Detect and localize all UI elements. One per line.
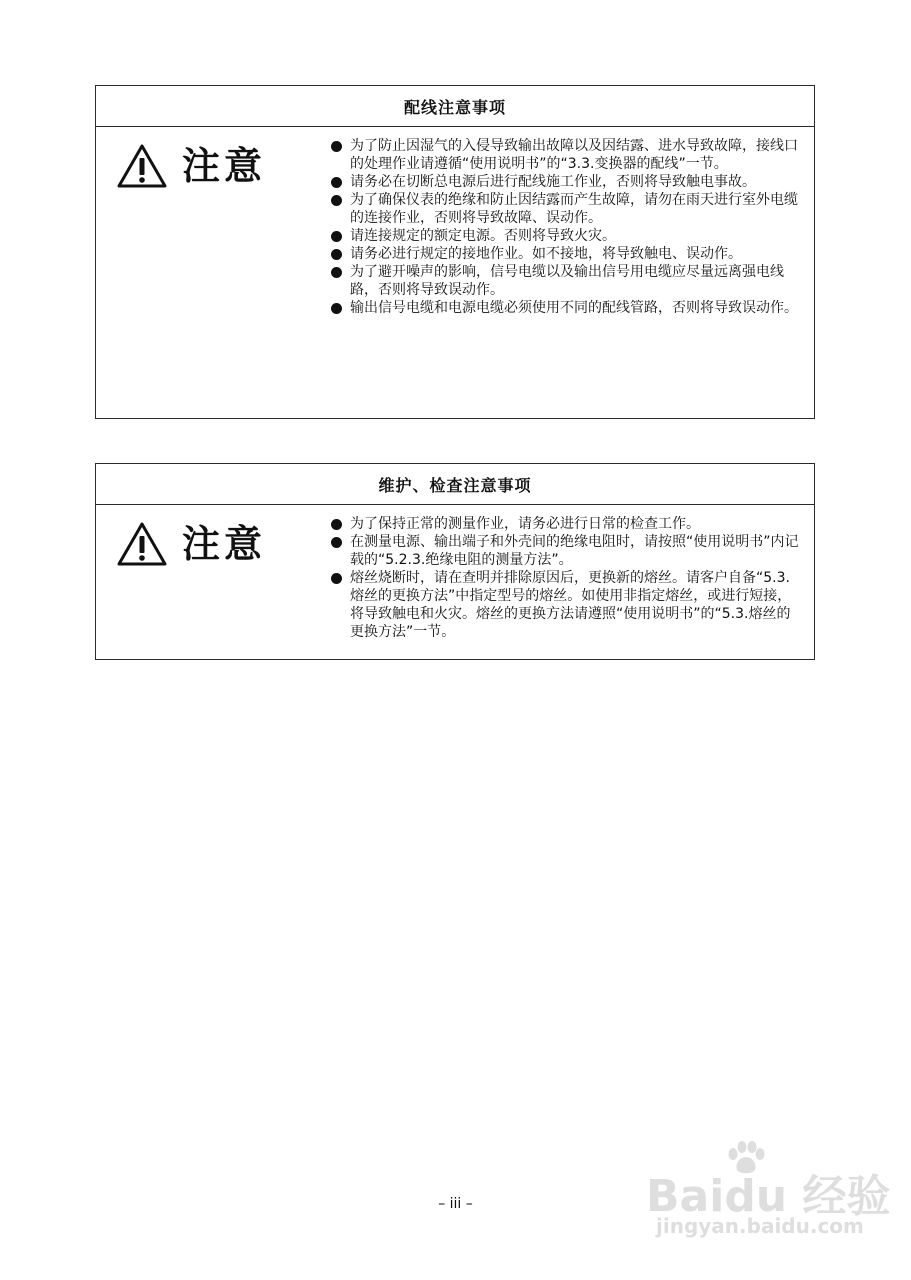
caution-label: 注意 [182, 522, 267, 566]
bullet-icon [331, 537, 342, 548]
caution-list [330, 137, 800, 317]
bullet-icon [331, 141, 342, 152]
warning-triangle-icon [116, 143, 168, 189]
paw-logo-icon [724, 1140, 768, 1176]
caution-list [330, 515, 800, 641]
section-title: 维护、检查注意事项 [96, 464, 814, 505]
section-body [96, 127, 814, 418]
warning-triangle-icon [116, 521, 168, 567]
watermark-url: jingyan.baidu.com [656, 1214, 864, 1238]
page-number: – iii – [438, 1196, 473, 1212]
maintenance-caution-box [95, 463, 815, 660]
baidu-jingyan-watermark [646, 1140, 891, 1240]
list-item: 请务必进行规定的接地作业。如不接地，将导致触电、误动作。 [330, 245, 800, 263]
list-item: 为了保持正常的测量作业，请务必进行日常的检查工作。 [330, 515, 800, 533]
bullet-icon [331, 177, 342, 188]
list-item: 请连接规定的额定电源。否则将导致火灾。 [330, 227, 800, 245]
list-item: 在测量电源、输出端子和外壳间的绝缘电阻时，请按照“使用说明书”内记载的“5.2.3.绝缘电阻的测量方法”。 [330, 533, 800, 569]
list-item: 熔丝烧断时，请在查明并排除原因后，更换新的熔丝。请客户自备“5.3.熔丝的更换方法”中指定型号的熔丝。如使用非指定熔丝，或进行短接，将导致触电和火灾。熔丝的更换方法请遵照“使用说明书”的“5.3.熔丝的更换方法”一节。 [330, 569, 800, 641]
watermark-title: Baidu 经验 [646, 1171, 891, 1222]
bullet-icon [331, 195, 342, 206]
wiring-caution-box [95, 85, 815, 419]
section-title: 配线注意事项 [96, 86, 814, 127]
bullet-icon [331, 519, 342, 530]
list-item: 为了确保仪表的绝缘和防止因结露而产生故障，请勿在雨天进行室外电缆的连接作业，否则将导致故障、误动作。 [330, 191, 800, 227]
list-item: 输出信号电缆和电源电缆必须使用不同的配线管路，否则将导致误动作。 [330, 299, 800, 317]
caution-mark [116, 521, 266, 567]
caution-label: 注意 [182, 144, 267, 188]
bullet-icon [331, 231, 342, 242]
section-body [96, 505, 814, 659]
bullet-icon [331, 303, 342, 314]
list-item: 为了防止因湿气的入侵导致输出故障以及因结露、进水导致故障，接线口的处理作业请遵循“使用说明书”的“3.3.变换器的配线”一节。 [330, 137, 800, 173]
list-item: 为了避开噪声的影响，信号电缆以及输出信号用电缆应尽量远离强电线路，否则将导致误动作。 [330, 263, 800, 299]
bullet-icon [331, 573, 342, 584]
bullet-icon [331, 267, 342, 278]
list-item: 请务必在切断总电源后进行配线施工作业，否则将导致触电事故。 [330, 173, 800, 191]
bullet-icon [331, 249, 342, 260]
caution-mark [116, 143, 266, 189]
